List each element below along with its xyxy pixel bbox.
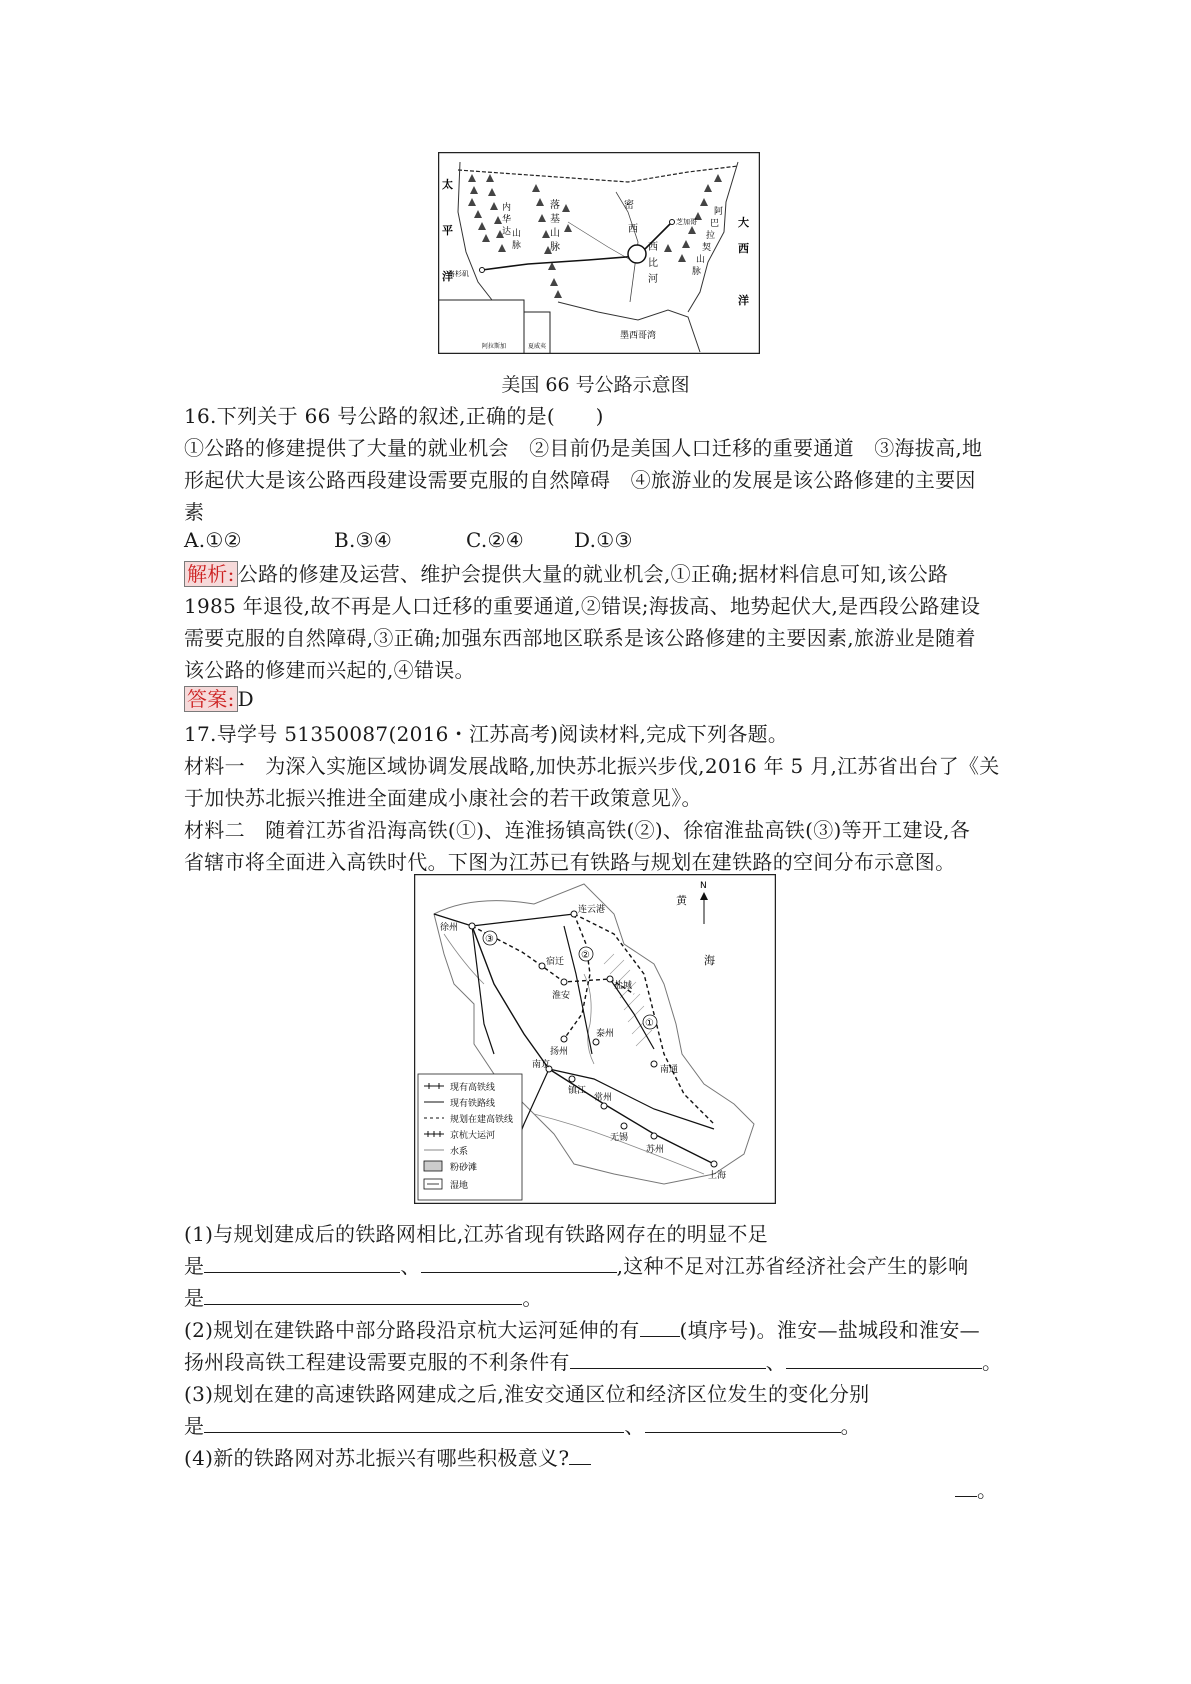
map1-label-app-5: 山: [696, 255, 706, 265]
map2-city-changzhou: 常州: [594, 1093, 613, 1103]
q17-part3-blank-2[interactable]: [645, 1414, 841, 1433]
map1-label-app-4: 契: [702, 243, 712, 253]
map2-city-shanghai: 上海: [708, 1171, 727, 1181]
legend-existing-rail: 现有铁路线: [450, 1099, 496, 1109]
q16-option-c: C.②④: [466, 528, 525, 552]
map1-label-app-3: 拉: [706, 231, 716, 241]
map1-label-app-6: 脉: [692, 267, 702, 277]
map2-city-yancheng: 盐城: [614, 981, 633, 991]
map1-label-nevada-1: 内: [502, 203, 512, 213]
map1-label-rocky-3: 山: [550, 228, 560, 239]
q17-part3-prefix: 是: [184, 1414, 205, 1438]
map1-label-rocky-2: 基: [550, 214, 560, 225]
q16-analysis-line-3: 需要克服的自然障碍,③正确;加强东西部地区联系是该公路修建的主要因素,旅游业是随着: [184, 626, 976, 650]
map1-label-miss-5: 河: [648, 274, 658, 285]
q17-part4-line-1: [184, 1442, 591, 1471]
map1-label-nevada-4: 山: [512, 229, 522, 239]
map2-city-yangzhou: 扬州: [550, 1047, 569, 1057]
q16-statement-line-1: ①公路的修建提供了大量的就业机会 ②目前仍是美国人口迁移的重要通道 ③海拔高,地: [184, 436, 983, 460]
map1-label-pacific-1: 太: [442, 178, 453, 191]
q17-part1-suffix: ,这种不足对江苏省经济社会产生的影响: [616, 1254, 969, 1278]
q17-part3-blank-1[interactable]: [204, 1414, 624, 1433]
legend-grand-canal: 京杭大运河: [450, 1131, 496, 1141]
map1-label-rocky-1: 落: [550, 200, 560, 211]
q17-material1-line-1: 材料一 为深入实施区域协调发展战略,加快苏北振兴步伐,2016 年 5 月,江苏省出台了《关: [184, 754, 1000, 778]
map1-label-hawaii: 夏威夷: [528, 343, 547, 350]
legend-wetland: 湿地: [450, 1181, 469, 1191]
q16-analysis-line-2: 1985 年退役,故不再是人口迁移的重要通道,②错误;海拔高、地势起伏大,是西段公路建设: [184, 594, 981, 618]
legend-planned-hsr: 规划在建高铁线: [450, 1115, 514, 1125]
map1-label-pacific-3: 洋: [442, 270, 453, 283]
q17-part2-blank-1[interactable]: [640, 1318, 680, 1337]
q17-part2-blank-3[interactable]: [786, 1350, 982, 1369]
map2-route-1: ①: [645, 1018, 654, 1029]
q17-part3-line-1: (3)规划在建的高速铁路网建成之后,淮安交通区位和经济区位发生的变化分别: [184, 1382, 870, 1406]
q16-answer: D: [237, 687, 254, 711]
legend-existing-hsr: 现有高铁线: [450, 1083, 496, 1093]
q17-part2-blank-2[interactable]: [570, 1350, 766, 1369]
map1-label-miss-2: 西: [628, 224, 638, 235]
q17-part2-cond-prefix: 扬州段高铁工程建设需要克服的不利条件有: [184, 1350, 570, 1374]
map1-label-app-2: 巴: [710, 219, 720, 229]
q17-stem: 17.导学号 51350087(2016・江苏高考)阅读材料,完成下列各题。: [184, 722, 789, 746]
q17-material2-line-2: 省辖市将全面进入高铁时代。下图为江苏已有铁路与规划在建铁路的空间分布示意图。: [184, 850, 956, 874]
map1-label-nevada-5: 脉: [512, 241, 522, 251]
map1-label-app-1: 阿: [714, 207, 724, 217]
q17-part1-blank-2[interactable]: [421, 1254, 617, 1273]
q17-part1-prefix: 是: [184, 1254, 205, 1278]
map1-label-pacific-2: 平: [442, 224, 453, 237]
q16-option-a: A.①②: [184, 528, 242, 552]
legend-water: 水系: [450, 1147, 469, 1157]
map2-city-zhenjiang: 镇江: [568, 1086, 587, 1096]
map2-city-wuxi: 无锡: [610, 1133, 629, 1143]
q17-part1-impact-suffix: 。: [522, 1286, 543, 1310]
map2-route-3: ③: [485, 934, 494, 945]
q17-part2-cond-suffix: 。: [982, 1350, 1003, 1374]
q17-part4-line-2: [955, 1474, 997, 1503]
q16-statement-line-2: 形起伏大是该公路西段建设需要克服的自然障碍 ④旅游业的发展是该公路修建的主要因: [184, 468, 976, 492]
q17-part3-sep: 、: [624, 1414, 645, 1438]
q17-part2-line-1: [184, 1314, 980, 1343]
map1-label-nevada-3: 达: [502, 227, 512, 237]
q17-part2-line-2: [184, 1346, 1002, 1375]
q16-analysis-text-1: 公路的修建及运营、维护会提供大量的就业机会,①正确;据材料信息可知,该公路: [237, 562, 949, 586]
q17-material1-line-2: 于加快苏北振兴推进全面建成小康社会的若干政策意见》。: [184, 786, 702, 810]
map1-caption: 美国 66 号公路示意图: [501, 374, 690, 396]
q17-part1-line-3: [184, 1282, 543, 1311]
map1-label-la: 洛杉矶: [448, 270, 469, 278]
map2-city-nanjing: 南京: [532, 1060, 551, 1070]
q16-stem: 16.下列关于 66 号公路的叙述,正确的是( ): [184, 404, 604, 428]
q17-part3-suffix: 。: [840, 1414, 861, 1438]
map1-label-gulf: 墨西哥湾: [620, 331, 657, 341]
map2-sea-label-1: 黄: [676, 894, 687, 907]
legend-sandbank: 粉砂滩: [450, 1163, 478, 1173]
map1-label-nevada-2: 华: [502, 215, 512, 225]
map2-city-xuzhou: 徐州: [440, 923, 459, 933]
map2-city-nantong: 南通: [660, 1065, 679, 1075]
q17-part1-blank-1[interactable]: [204, 1254, 400, 1273]
q16-analysis-line-1: [184, 558, 948, 587]
map1-label-miss-4: 比: [648, 258, 658, 269]
q17-part1-line-1: (1)与规划建成后的铁路网相比,江苏省现有铁路网存在的明显不足: [184, 1222, 768, 1246]
map2-sea-label-2: 海: [704, 954, 715, 967]
map2-city-suqian: 宿迁: [546, 957, 565, 967]
q17-part2-prefix: (2)规划在建铁路中部分路段沿京杭大运河延伸的有: [184, 1318, 640, 1342]
q17-material2-line-1: 材料二 随着江苏省沿海高铁(①)、连淮扬镇高铁(②)、徐宿淮盐高铁(③)等开工建设,各: [184, 818, 971, 842]
q17-part4-question: (4)新的铁路网对苏北振兴有哪些积极意义?: [184, 1446, 570, 1470]
q17-part2-cond-sep: 、: [765, 1350, 787, 1374]
us-route66-map: [438, 152, 760, 354]
q17-part4-blank-end[interactable]: [955, 1478, 977, 1497]
map1-label-miss-1: 密: [624, 200, 634, 211]
q17-part1-impact-prefix: 是: [184, 1286, 205, 1310]
map2-city-lianyungang: 连云港: [578, 905, 606, 915]
analysis-tag: 解析:: [184, 561, 238, 587]
q16-option-d: D.①③: [574, 528, 633, 552]
answer-tag: 答案:: [184, 686, 238, 712]
map1-label-atlantic-3: 洋: [738, 294, 749, 307]
q16-answer-line: [184, 686, 254, 712]
map2-city-taizhou: 泰州: [596, 1029, 615, 1039]
q17-part2-suffix: (填序号)。淮安—盐城段和淮安—: [679, 1318, 980, 1342]
map1-label-miss-3: 西: [648, 242, 658, 253]
q17-part1-line-2: [184, 1250, 968, 1279]
q17-part1-sep: 、: [400, 1254, 421, 1278]
jiangsu-railway-map: [414, 874, 776, 1204]
q16-analysis-line-4: 该公路的修建而兴起的,④错误。: [184, 658, 475, 682]
q17-part4-blank-start[interactable]: [569, 1446, 591, 1465]
map2-route-2: ②: [581, 950, 590, 961]
map1-label-chicago: 芝加哥: [676, 218, 697, 226]
q16-option-b: B.③④: [334, 528, 393, 552]
q17-part4-suffix: 。: [977, 1478, 998, 1502]
map2-city-suzhou: 苏州: [646, 1145, 665, 1155]
q16-statement-line-3: 素: [184, 500, 205, 524]
q16-options: [184, 528, 633, 552]
map1-label-rocky-4: 脉: [550, 242, 560, 253]
map1-label-alaska: 阿拉斯加: [482, 343, 507, 350]
map1-label-atlantic-2: 西: [738, 242, 749, 255]
map2-north-label: N: [700, 881, 707, 891]
q17-part1-blank-3[interactable]: [204, 1286, 522, 1305]
map1-label-atlantic-1: 大: [738, 216, 749, 229]
map2-city-huaian: 淮安: [552, 991, 571, 1001]
q17-part3-line-2: [184, 1410, 861, 1439]
